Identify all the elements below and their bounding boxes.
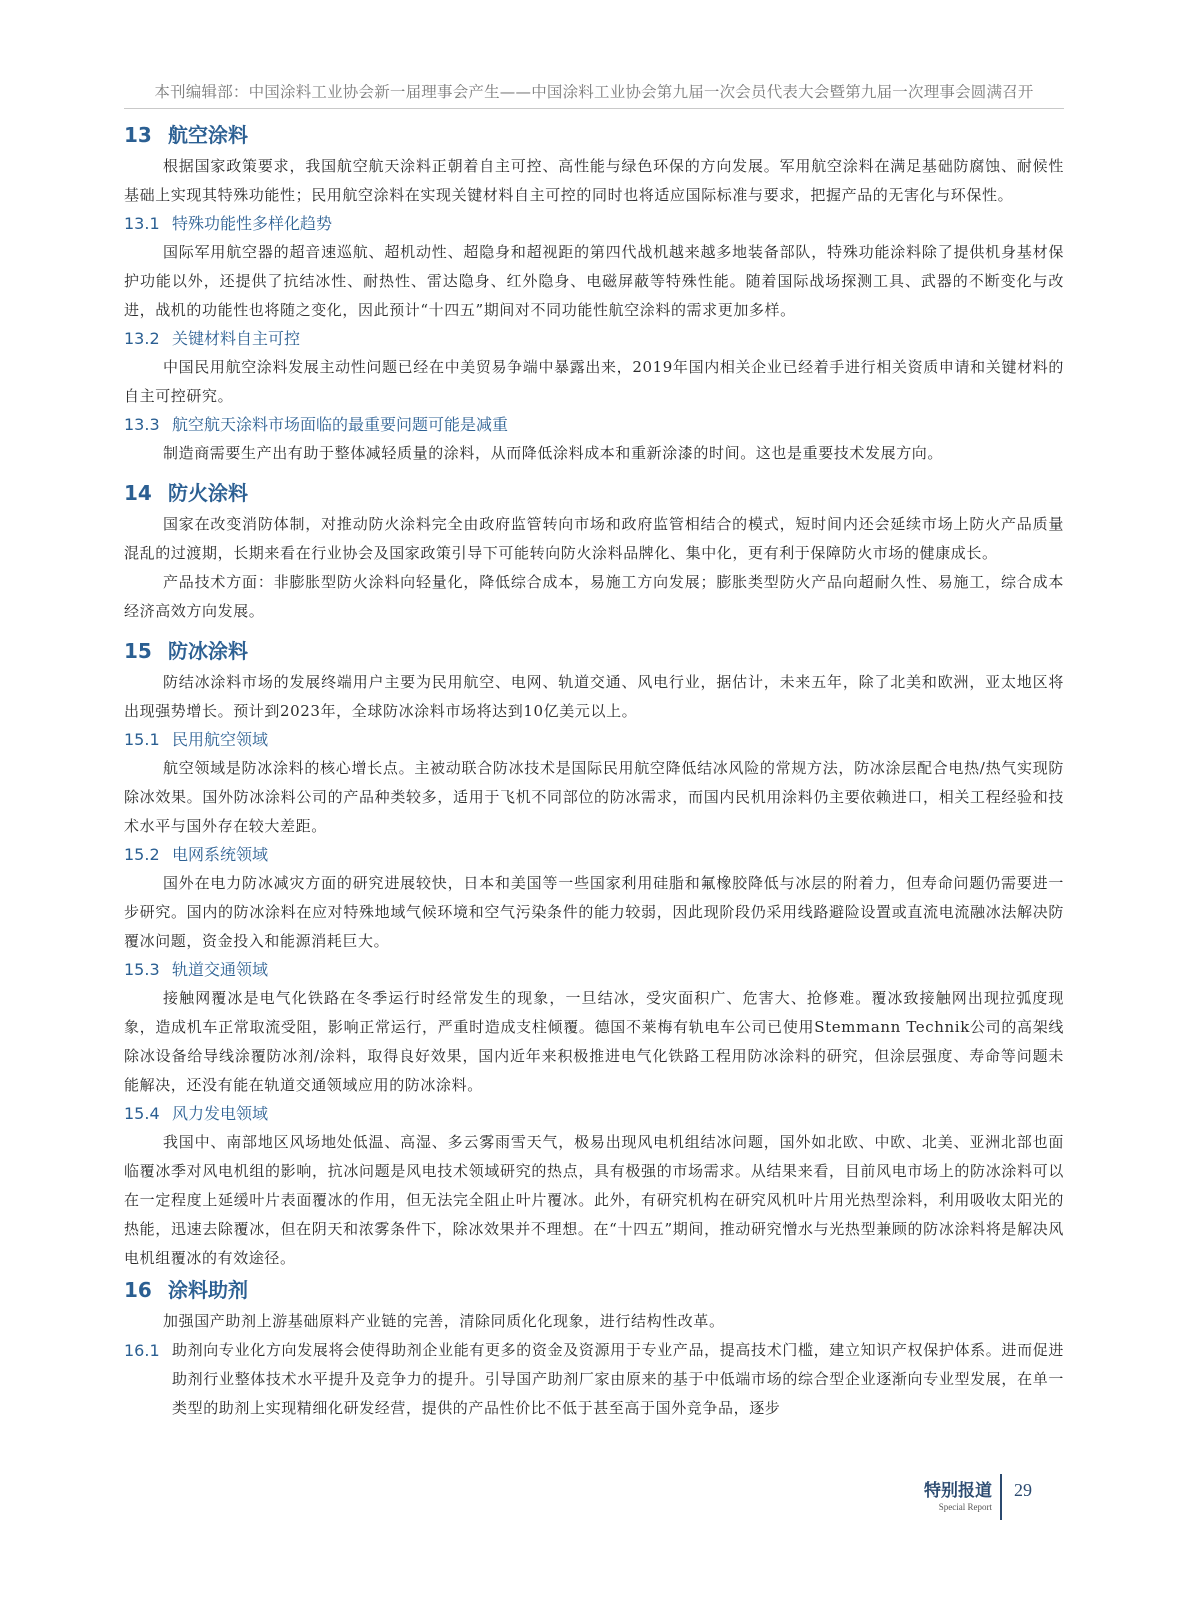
subsection-heading-15-1 — [124, 726, 1064, 754]
subsection-number: 15.2 — [124, 845, 160, 864]
section-heading-14 — [124, 476, 1064, 510]
section-title: 涂料助剂 — [168, 1278, 248, 1302]
subsection-number: 13.3 — [124, 415, 160, 434]
subsection-title: 电网系统领域 — [172, 845, 269, 864]
paragraph: 国外在电力防冰减灾方面的研究进展较快，日本和美国等一些国家利用硅脂和氟橡胶降低与冰层的附着力，但寿命问题仍需要进一步研究。国内的防冰涂料在应对特殊地域气候环境和空气污染条件的能力较弱，因此现阶段仍采用线路避险设置或直流电流融冰法解决防覆冰问题，资金投入和能源消耗巨大。 — [124, 874, 1064, 950]
article-body — [124, 118, 1064, 1423]
section-number: 16 — [124, 1278, 152, 1302]
subsection-title: 关键材料自主可控 — [172, 329, 301, 348]
running-header: 本刊编辑部：中国涂料工业协会新一届理事会产生——中国涂料工业协会第九届一次会员代表大会暨第九届一次理事会圆满召开 — [154, 83, 1034, 101]
section-number: 14 — [124, 481, 152, 505]
subsection-heading-13-3 — [124, 411, 1064, 439]
subsection-title: 民用航空领域 — [172, 730, 269, 749]
footer-divider — [1000, 1474, 1002, 1520]
paragraph: 航空领域是防冰涂料的核心增长点。主被动联合防冰技术是国际民用航空降低结冰风险的常规方法，防冰涂层配合电热/热气实现防除冰效果。国外防冰涂料公司的产品种类较多，适用于飞机不同部位的防冰需求，而国内民机用涂料仍主要依赖进口，相关工程经验和技术水平与国外存在较大差距。 — [124, 759, 1064, 835]
footer-column-subtitle: Special Report — [938, 1502, 992, 1512]
item-text: 助剂向专业化方向发展将会使得助剂企业能有更多的资金及资源用于专业产品，提高技术门槛，建立知识产权保护体系。进而促进助剂行业整体技术水平提升及竞争力的提升。引导国产助剂厂家由原来的基于中低端市场的综合型企业逐渐向专业型发展，在单一类型的助剂上实现精细化研发经营，提供的产品性价比不低于甚至高于国外竞争品，逐步 — [172, 1341, 1064, 1417]
paragraph: 加强国产助剂上游基础原料产业链的完善，清除同质化化现象，进行结构性改革。 — [163, 1312, 725, 1330]
subsection-heading-15-3 — [124, 956, 1064, 984]
header-divider — [124, 108, 1064, 109]
page-number: 29 — [1014, 1480, 1032, 1500]
paragraph: 国家在改变消防体制，对推动防火涂料完全由政府监管转向市场和政府监管相结合的模式，短时间内还会延续市场上防火产品质量混乱的过渡期，长期来看在行业协会及国家政策引导下可能转向防火涂料品牌化、集中化，更有利于保障防火市场的健康成长。 — [124, 515, 1064, 562]
subsection-number: 15.1 — [124, 730, 160, 749]
subsection-title: 风力发电领域 — [172, 1104, 269, 1123]
subsection-heading-15-2 — [124, 841, 1064, 869]
paragraph: 根据国家政策要求，我国航空航天涂料正朝着自主可控、高性能与绿色环保的方向发展。军用航空涂料在满足基础防腐蚀、耐候性基础上实现其特殊功能性；民用航空涂料在实现关键材料自主可控的同时也将适应国际标准与要求，把握产品的无害化与环保性。 — [124, 157, 1064, 204]
section-number: 15 — [124, 639, 152, 663]
section-title: 防冰涂料 — [168, 639, 248, 663]
footer-column-title: 特别报道 — [924, 1481, 992, 1501]
section-heading-15 — [124, 634, 1064, 668]
section-heading-13 — [124, 118, 1064, 152]
paragraph: 防结冰涂料市场的发展终端用户主要为民用航空、电网、轨道交通、风电行业，据估计，未来五年，除了北美和欧洲，亚太地区将出现强势增长。预计到2023年，全球防冰涂料市场将达到10亿美元以上。 — [124, 673, 1064, 720]
paragraph: 我国中、南部地区风场地处低温、高湿、多云雾雨雪天气，极易出现风电机组结冰问题，国外如北欧、中欧、北美、亚洲北部也面临覆冰季对风电机组的影响，抗冰问题是风电技术领域研究的热点，具有极强的市场需求。从结果来看，目前风电市场上的防冰涂料可以在一定程度上延缓叶片表面覆冰的作用，但无法完全阻止叶片覆冰。此外，有研究机构在研究风机叶片用光热型涂料，利用吸收太阳光的热能，迅速去除覆冰，但在阴天和浓雾条件下，除冰效果并不理想。在“十四五”期间，推动研究憎水与光热型兼顾的防冰涂料将是解决风电机组覆冰的有效途径。 — [124, 1133, 1064, 1267]
subsection-heading-15-4 — [124, 1100, 1064, 1128]
section-number: 13 — [124, 123, 152, 147]
paragraph: 制造商需要生产出有助于整体减轻质量的涂料，从而降低涂料成本和重新涂漆的时间。这也是重要技术发展方向。 — [163, 444, 944, 462]
section-title: 防火涂料 — [168, 481, 248, 505]
subsection-number: 13.2 — [124, 329, 160, 348]
subsection-title: 特殊功能性多样化趋势 — [172, 214, 333, 233]
paragraph: 接触网覆冰是电气化铁路在冬季运行时经常发生的现象，一旦结冰，受灾面积广、危害大、抢修难。覆冰致接触网出现拉弧度现象，造成机车正常取流受阻，影响正常运行，严重时造成支柱倾覆。德国不莱梅有轨电车公司已使用Stemmann Technik公司的高架线除冰设备给导线涂覆防冰剂/涂料，取得良好效果，国内近年来积极推进电气化铁路工程用防冰涂料的研究，但涂层强度、寿命等问题未能解决，还没有能在轨道交通领域应用的防冰涂料。 — [124, 989, 1064, 1094]
subsection-heading-13-2 — [124, 325, 1064, 353]
subsection-number: 13.1 — [124, 214, 160, 233]
subsection-title: 航空航天涂料市场面临的最重要问题可能是减重 — [172, 415, 509, 434]
paragraph: 国际军用航空器的超音速巡航、超机动性、超隐身和超视距的第四代战机越来越多地装备部队，特殊功能涂料除了提供机身基材保护功能以外，还提供了抗结冰性、耐热性、雷达隐身、红外隐身、电磁屏蔽等特殊性能。随着国际战场探测工具、武器的不断变化与改进，战机的功能性也将随之变化，因此预计“十四五”期间对不同功能性航空涂料的需求更加多样。 — [124, 243, 1064, 319]
section-title: 航空涂料 — [168, 123, 248, 147]
paragraph: 产品技术方面：非膨胀型防火涂料向轻量化，降低综合成本，易施工方向发展；膨胀类型防火产品向超耐久性、易施工，综合成本经济高效方向发展。 — [124, 573, 1064, 620]
page-footer — [910, 1474, 1070, 1528]
section-heading-16 — [124, 1273, 1064, 1307]
subsection-number: 15.3 — [124, 960, 160, 979]
paragraph: 中国民用航空涂料发展主动性问题已经在中美贸易争端中暴露出来，2019年国内相关企业已经着手进行相关资质申请和关键材料的自主可控研究。 — [124, 358, 1064, 405]
subsection-heading-13-1 — [124, 210, 1064, 238]
item-number: 16.1 — [124, 1341, 160, 1360]
subsection-number: 15.4 — [124, 1104, 160, 1123]
subsection-title: 轨道交通领域 — [172, 960, 269, 979]
numbered-item-16-1 — [124, 1336, 1064, 1423]
